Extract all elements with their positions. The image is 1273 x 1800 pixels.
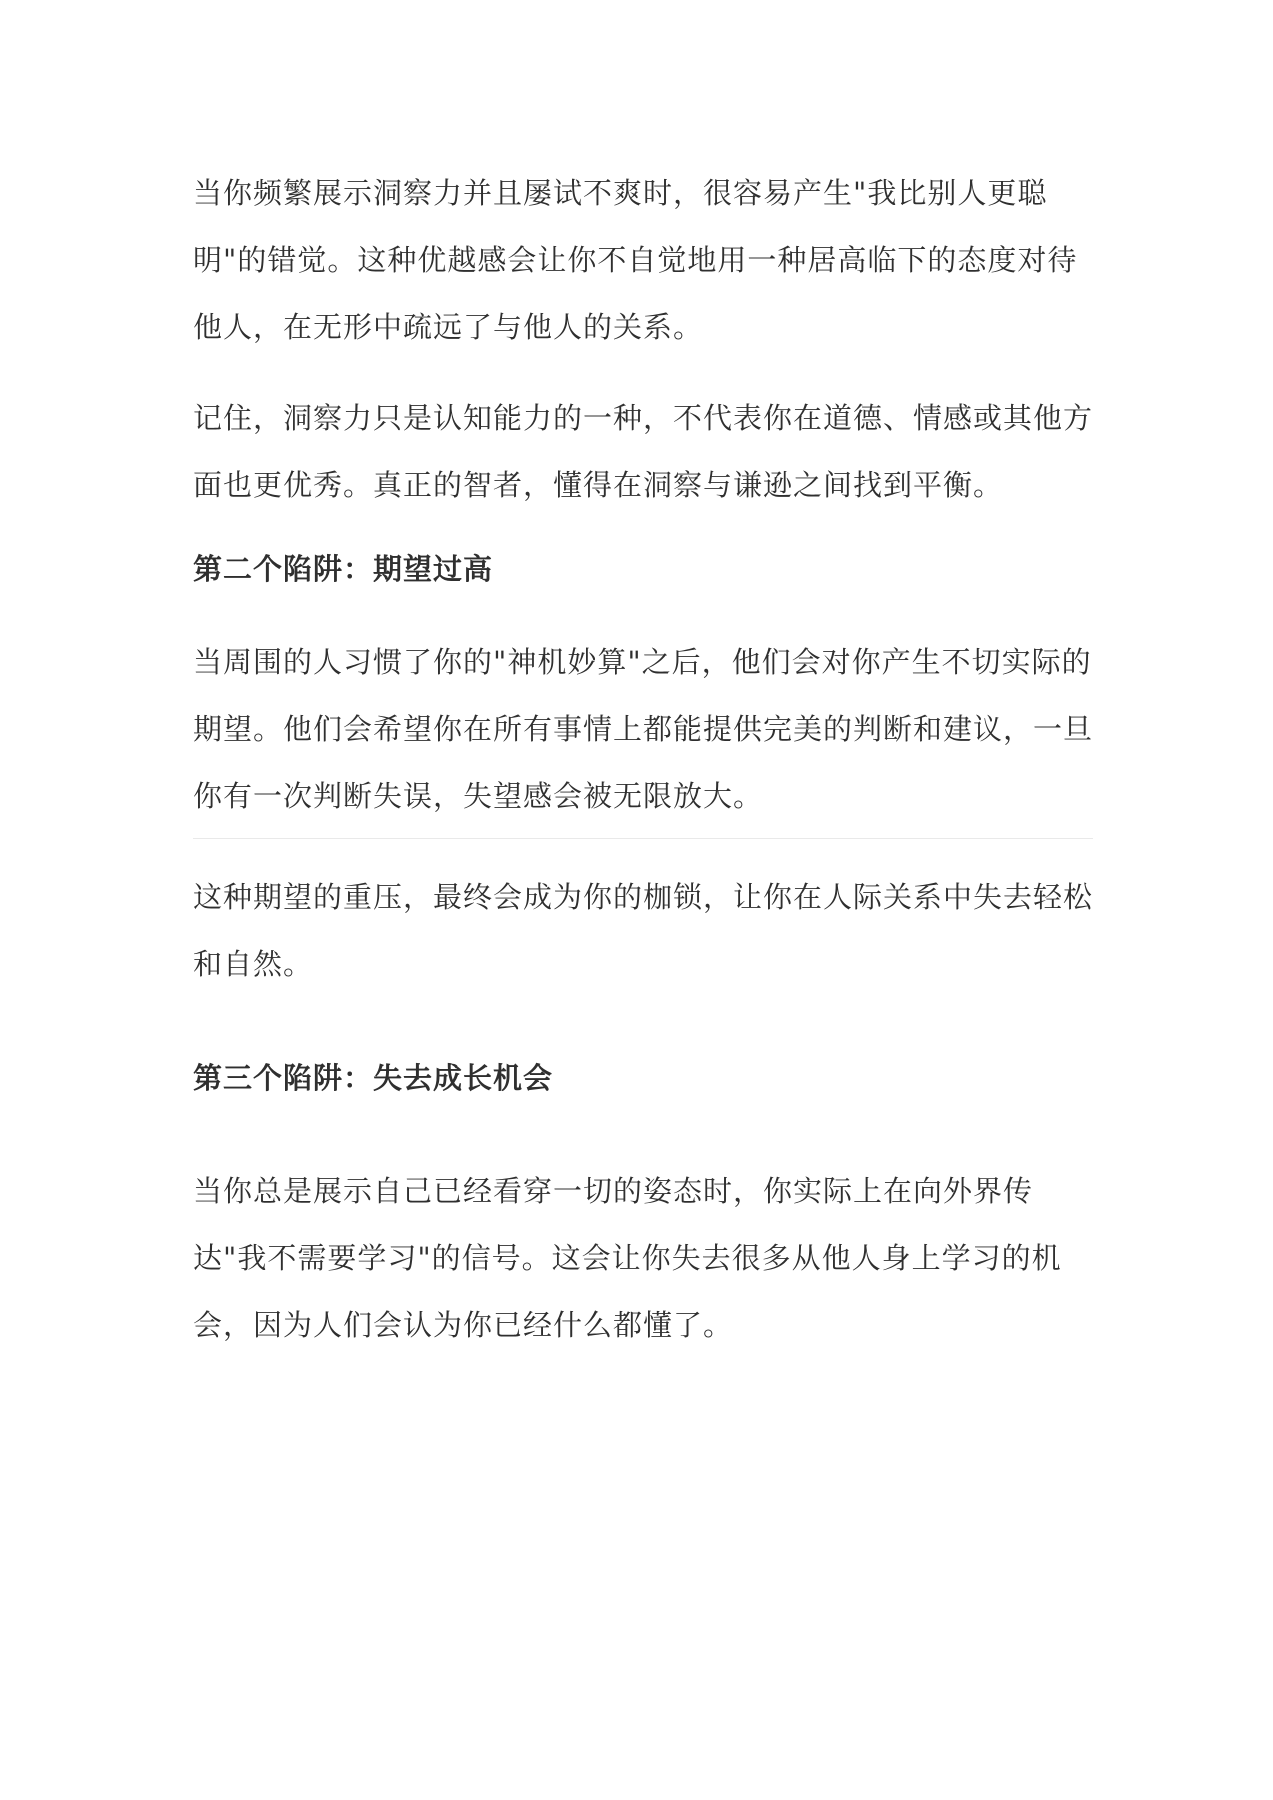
- paragraph-insight-balance: 记住，洞察力只是认知能力的一种，不代表你在道德、情感或其他方面也更优秀。真正的智者，懂得在洞察与谦逊之间找到平衡。: [193, 401, 1094, 502]
- paragraph-pressure: 这种期望的重压，最终会成为你的枷锁，让你在人际关系中失去轻松和自然。: [193, 880, 1094, 981]
- article-body: [193, 160, 1093, 1359]
- section-heading-expectations: 第二个陷阱：期望过高: [193, 552, 494, 586]
- paragraph-expectations: 当周围的人习惯了你的"神机妙算"之后，他们会对你产生不切实际的期望。他们会希望你在所有事情上都能提供完美的判断和建议，一旦你有一次判断失误，失望感会被无限放大。: [193, 645, 1094, 813]
- paragraph-growth: 当你总是展示自己已经看穿一切的姿态时，你实际上在向外界传达"我不需要学习"的信号。这会让你失去很多从他人身上学习的机会，因为人们会认为你已经什么都懂了。: [193, 1174, 1062, 1342]
- section-heading-growth: 第三个陷阱：失去成长机会: [193, 1061, 554, 1095]
- paragraph-superiority: 当你频繁展示洞察力并且屡试不爽时，很容易产生"我比别人更聪明"的错觉。这种优越感会让你不自觉地用一种居高临下的态度对待他人，在无形中疏远了与他人的关系。: [193, 176, 1078, 344]
